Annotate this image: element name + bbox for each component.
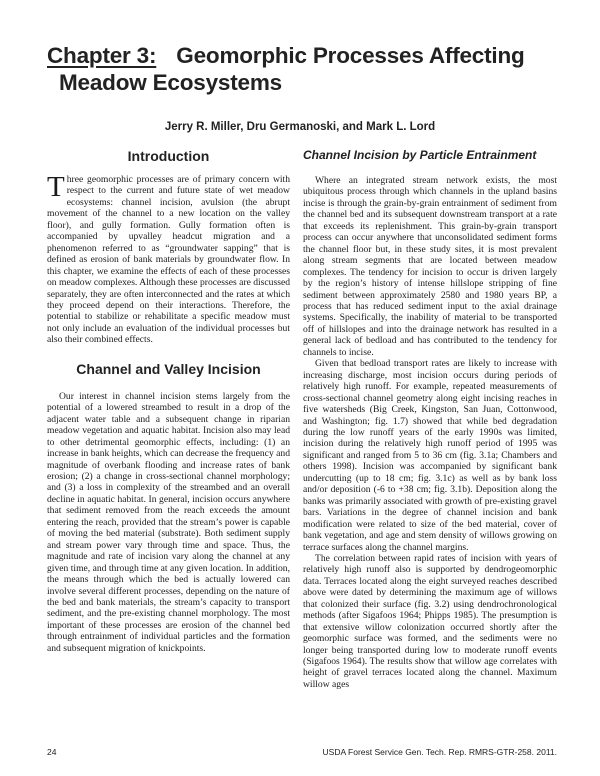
drop-cap: T: [47, 171, 65, 203]
left-column: [47, 148, 290, 654]
entrainment-paragraph-3: The correlation between rapid rates of incision with years of relatively high runoff also is supported by dendrogeomorphic data. Terraces located along the eight surveyed reaches described above were dated by determining the maximum age of willows that colonized their surface (fig. 3.2) using dendrochronological methods (after Sigafoos 1964; Phipps 1985). The presumption is that extensive willow colonization occurred shortly after the geomorphic surface was formed, and the sediments were no longer being transported during low to moderate runoff events (Sigafoos 1964). The results show that willow age correlates with height of gravel terraces located along the channel. Maximum willow ages: [303, 552, 557, 690]
channel-valley-incision-heading: Channel and Valley Incision: [76, 360, 261, 377]
entrainment-paragraph-2: Given that bedload transport rates are likely to increase with increasing discharge, most incision occurs during periods of relatively high runoff. For example, repeated measurements of cross-sectional channel geometry along eight incising reaches in five watersheds (Big Creek, Kingston, San Juan, Cottonwood, and Washington; fig. 1.7) showed that while bed degradation during the low runoff years of the early 1990s was limited, incision during the relatively high runoff period of 1995 was significant and ranged from 5 to 36 cm (fig. 3.1a; Chambers and others 1998). Incision was accompanied by significant bank undercutting (up to 18 cm; fig. 3.1c) as well as by bank loss and/or deposition (-6 to +38 cm; fig. 3.1b). Deposition along the banks was primarily associated with growth of pre-existing gravel bars. Variations in the degree of channel incision and bank modification were related to size of the bed material, cover of bank vegetation, and age and stem density of willows growing on terrace surfaces along the channel margins.: [303, 358, 557, 553]
introduction-text: hree geomorphic processes are of primary concern with respect to the current and future state of wet meadow ecosystems: channel incision, avulsion (the abrupt movement of the channel to a new location on the valley floor), and gully formation. Gully formation often is accompanied by upvalley headcut migration and a phenomenon referred to as “groundwater sapping” that is defined as erosion of bank materials by groundwater flow. In this chapter, we examine the effects of each of these processes on meadow complexes. Although these processes are discussed separately, they are often interconnected and the rates at which they proceed depend on their interactions. Therefore, the potential to stabilize or rehabilitate a specific meadow must not only include an evaluation of the individual processes but also their combined effects.: [47, 174, 290, 346]
introduction-paragraph: [47, 171, 290, 346]
page-number: 24: [47, 747, 57, 757]
introduction-heading: Introduction: [127, 148, 210, 164]
channel-valley-paragraph: Our interest in channel incision stems largely from the potential of a lowered streambed to result in a drop of the adjacent water table and a subsequent change in riparian meadow vegetation and aquatic habitat. Incision also may lead to other detrimental geomorphic effects, including: (1) an increase in bank heights, which can decrease the frequency and magnitude of overbank flooding and increase rates of bank erosion; (2) a change in cross-sectional channel morphology; and (3) a loss in complexity of the streambed and an overall decline in aquatic habitat. In general, incision occurs anywhere that sediment removed from the reach exceeds the amount entering the reach, provided that the stream’s power is capable of moving the bed material (substrate). Both sediment supply and stream power vary through time and space. Thus, the magnitude and rate of incision vary along the channel at any given time, and through time at any given location. In addition, the means through which the bed is actually lowered can involve several different processes, depending on the nature of the bed and bank materials, the stream’s capacity to transport sediment, and the pre-existing channel morphology. The most important of these processes are erosion of the channel bed through entrainment of individual particles and the formation and subsequent migration of knickpoints.: [47, 390, 290, 654]
particle-entrainment-heading: Channel Incision by Particle Entrainment: [303, 148, 537, 162]
report-citation: USDA Forest Service Gen. Tech. Rep. RMRS-GTR-258. 2011.: [322, 747, 557, 757]
authors: Jerry R. Miller, Dru Germanoski, and Mark L. Lord: [164, 121, 436, 133]
right-column: [303, 148, 557, 690]
chapter-title: [47, 42, 587, 96]
entrainment-paragraph-1: Where an integrated stream network exists, the most ubiquitous process through which channels in the upland basins incise is through the grain-by-grain entrainment of sediment from the channel bed and its subsequent downstream transport at a rate that exceeds its replenishment. This grain-by-grain transport process can occur anywhere that unconsolidated sediment forms the channel floor but, in these study sites, it is most prevalent along stream segments that are located between meadow complexes. The tendency for incision to occur is driven largely by the region’s history of intense hillslope stripping of fine sediment between approximately 2580 and 1980 years BP, a process that has reduced sediment input to the axial drainage systems. Specifically, the inability of material to be transported off of hillslopes and into the drainage network has resulted in a general lack of bedload and has contributed to the tendency for channels to incise.: [303, 175, 557, 358]
chapter-title-line1: Geomorphic Processes Affecting: [176, 43, 525, 68]
chapter-title-line2: Meadow Ecosystems: [59, 70, 282, 95]
chapter-label: Chapter 3:: [47, 43, 157, 68]
